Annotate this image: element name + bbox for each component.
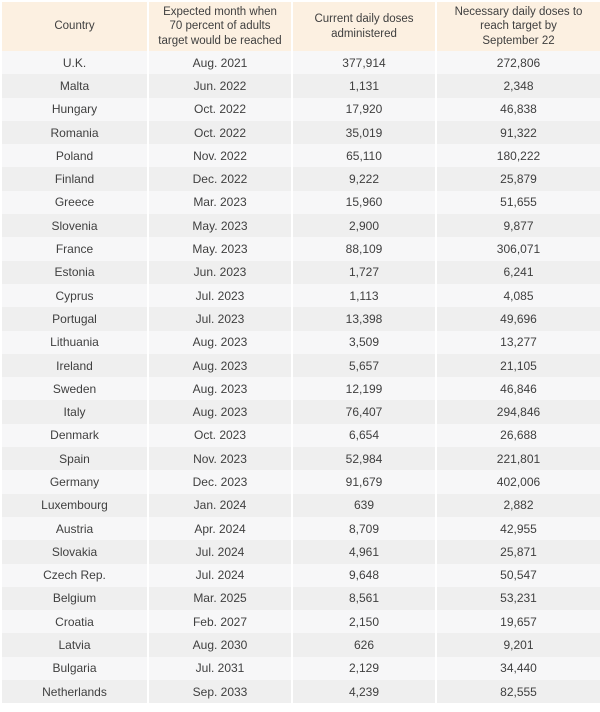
necessary-doses-cell: 51,655: [435, 191, 600, 214]
table-row: [2, 424, 600, 447]
current-doses-cell: 9,648: [291, 564, 435, 587]
current-doses-cell: 1,113: [291, 284, 435, 307]
necessary-doses-cell: 26,688: [435, 424, 600, 447]
country-cell: Greece: [54, 195, 95, 210]
country-cell: Croatia: [55, 614, 94, 629]
current-doses-cell: 4,961: [291, 540, 435, 563]
table-body: [2, 51, 600, 703]
current-doses-cell: 5,657: [291, 354, 435, 377]
necessary-doses-cell: 2,348: [435, 74, 600, 97]
country-cell: Denmark: [50, 428, 99, 443]
current-doses-cell: 17,920: [291, 98, 435, 121]
table-row: [2, 74, 600, 97]
necessary-doses-cell: 9,201: [435, 633, 600, 656]
country-cell: Italy: [63, 405, 86, 420]
table-row: [2, 680, 600, 703]
table-row: [2, 51, 600, 74]
table-row: [2, 261, 600, 284]
table-row: [2, 587, 600, 610]
current-doses-cell: 12,199: [291, 377, 435, 400]
expected-month-cell: Nov. 2022: [147, 144, 291, 167]
country-cell: Slovakia: [51, 544, 98, 559]
country-cell: Slovenia: [51, 218, 98, 233]
expected-month-cell: Apr. 2024: [147, 517, 291, 540]
necessary-doses-cell: 49,696: [435, 307, 600, 330]
expected-month-cell: Mar. 2023: [147, 191, 291, 214]
expected-month-cell: Dec. 2022: [147, 167, 291, 190]
expected-month-cell: Sep. 2033: [147, 680, 291, 703]
current-doses-cell: 88,109: [291, 237, 435, 260]
necessary-doses-cell: 272,806: [435, 51, 600, 74]
necessary-doses-cell: 19,657: [435, 610, 600, 633]
necessary-doses-cell: 34,440: [435, 657, 600, 680]
header-country: Country: [54, 20, 95, 33]
table-row: [2, 564, 600, 587]
current-doses-cell: 639: [291, 494, 435, 517]
current-doses-cell: 9,222: [291, 167, 435, 190]
expected-month-cell: Aug. 2021: [147, 51, 291, 74]
expected-month-cell: Feb. 2027: [147, 610, 291, 633]
table-row: [2, 540, 600, 563]
country-cell: Spain: [59, 451, 90, 466]
country-cell: Luxembourg: [41, 498, 108, 513]
table-row: [2, 633, 600, 656]
necessary-doses-cell: 221,801: [435, 447, 600, 470]
necessary-doses-cell: 402,006: [435, 470, 600, 493]
current-doses-cell: 1,131: [291, 74, 435, 97]
expected-month-cell: Jul. 2031: [147, 657, 291, 680]
expected-month-cell: Oct. 2022: [147, 98, 291, 121]
table-row: [2, 354, 600, 377]
country-cell: Sweden: [52, 381, 97, 396]
expected-month-cell: Jun. 2022: [147, 74, 291, 97]
necessary-doses-cell: 306,071: [435, 237, 600, 260]
current-doses-cell: 15,960: [291, 191, 435, 214]
table-row: [2, 517, 600, 540]
country-cell: Germany: [49, 474, 100, 489]
table-row: [2, 214, 600, 237]
table-row: [2, 284, 600, 307]
country-cell: Cyprus: [55, 288, 94, 303]
expected-month-cell: May. 2023: [147, 214, 291, 237]
necessary-doses-cell: 46,838: [435, 98, 600, 121]
expected-month-cell: Aug. 2023: [147, 377, 291, 400]
country-cell: Hungary: [51, 102, 98, 117]
table-row: [2, 494, 600, 517]
table-row: [2, 400, 600, 423]
current-doses-cell: 8,709: [291, 517, 435, 540]
country-cell: Austria: [55, 521, 94, 536]
table-row: [2, 237, 600, 260]
header-expected-month: Expected month when 70 percent of adults target would be reached: [147, 2, 291, 51]
necessary-doses-cell: 91,322: [435, 121, 600, 144]
country-cell: Bulgaria: [52, 661, 97, 676]
necessary-doses-cell: 82,555: [435, 680, 600, 703]
expected-month-cell: Jan. 2024: [147, 494, 291, 517]
current-doses-cell: 76,407: [291, 400, 435, 423]
current-doses-cell: 91,679: [291, 470, 435, 493]
current-doses-cell: 65,110: [291, 144, 435, 167]
country-cell: Netherlands: [42, 684, 107, 699]
necessary-doses-cell: 6,241: [435, 261, 600, 284]
expected-month-cell: Oct. 2023: [147, 424, 291, 447]
country-cell: Czech Rep.: [43, 568, 106, 583]
current-doses-cell: 1,727: [291, 261, 435, 284]
necessary-doses-cell: 180,222: [435, 144, 600, 167]
necessary-doses-cell: 25,879: [435, 167, 600, 190]
country-cell: Malta: [59, 78, 90, 93]
header-necessary-daily-doses: Necessary daily doses to reach target by September 22: [435, 2, 600, 51]
expected-month-cell: Jul. 2024: [147, 540, 291, 563]
current-doses-cell: 2,150: [291, 610, 435, 633]
table-row: [2, 447, 600, 470]
current-doses-cell: 4,239: [291, 680, 435, 703]
country-cell: Ireland: [56, 358, 93, 373]
expected-month-cell: Aug. 2023: [147, 400, 291, 423]
table-row: [2, 307, 600, 330]
table-row: [2, 657, 600, 680]
table-row: [2, 144, 600, 167]
necessary-doses-cell: 42,955: [435, 517, 600, 540]
necessary-doses-cell: 2,882: [435, 494, 600, 517]
expected-month-cell: Aug. 2023: [147, 354, 291, 377]
current-doses-cell: 2,900: [291, 214, 435, 237]
country-cell: Estonia: [54, 265, 95, 280]
necessary-doses-cell: 46,846: [435, 377, 600, 400]
country-cell: Belgium: [52, 591, 97, 606]
table-row: [2, 470, 600, 493]
expected-month-cell: Mar. 2025: [147, 587, 291, 610]
necessary-doses-cell: 21,105: [435, 354, 600, 377]
expected-month-cell: Aug. 2030: [147, 633, 291, 656]
table-row: [2, 121, 600, 144]
expected-month-cell: Jul. 2023: [147, 284, 291, 307]
table-row: [2, 167, 600, 190]
current-doses-cell: 3,509: [291, 331, 435, 354]
current-doses-cell: 52,984: [291, 447, 435, 470]
current-doses-cell: 35,019: [291, 121, 435, 144]
country-cell: U.K.: [62, 55, 87, 70]
expected-month-cell: Jul. 2024: [147, 564, 291, 587]
necessary-doses-cell: 25,871: [435, 540, 600, 563]
necessary-doses-cell: 4,085: [435, 284, 600, 307]
table-row: [2, 377, 600, 400]
country-cell: Finland: [54, 172, 95, 187]
expected-month-cell: Nov. 2023: [147, 447, 291, 470]
country-cell: Latvia: [58, 638, 91, 653]
table-row: [2, 331, 600, 354]
current-doses-cell: 377,914: [291, 51, 435, 74]
table-row: [2, 610, 600, 633]
expected-month-cell: Dec. 2023: [147, 470, 291, 493]
current-doses-cell: 626: [291, 633, 435, 656]
necessary-doses-cell: 9,877: [435, 214, 600, 237]
necessary-doses-cell: 53,231: [435, 587, 600, 610]
table-header: [2, 2, 600, 51]
necessary-doses-cell: 50,547: [435, 564, 600, 587]
header-current-daily-doses: Current daily doses administered: [291, 2, 435, 51]
expected-month-cell: Oct. 2022: [147, 121, 291, 144]
expected-month-cell: May. 2023: [147, 237, 291, 260]
current-doses-cell: 13,398: [291, 307, 435, 330]
necessary-doses-cell: 13,277: [435, 331, 600, 354]
country-cell: Romania: [50, 125, 99, 140]
current-doses-cell: 6,654: [291, 424, 435, 447]
country-cell: Poland: [55, 148, 94, 163]
table-row: [2, 98, 600, 121]
current-doses-cell: 8,561: [291, 587, 435, 610]
country-cell: Portugal: [52, 311, 97, 326]
current-doses-cell: 2,129: [291, 657, 435, 680]
table-row: [2, 191, 600, 214]
expected-month-cell: Jul. 2023: [147, 307, 291, 330]
expected-month-cell: Jun. 2023: [147, 261, 291, 284]
necessary-doses-cell: 294,846: [435, 400, 600, 423]
expected-month-cell: Aug. 2023: [147, 331, 291, 354]
country-cell: France: [55, 242, 94, 257]
country-cell: Lithuania: [50, 335, 99, 350]
